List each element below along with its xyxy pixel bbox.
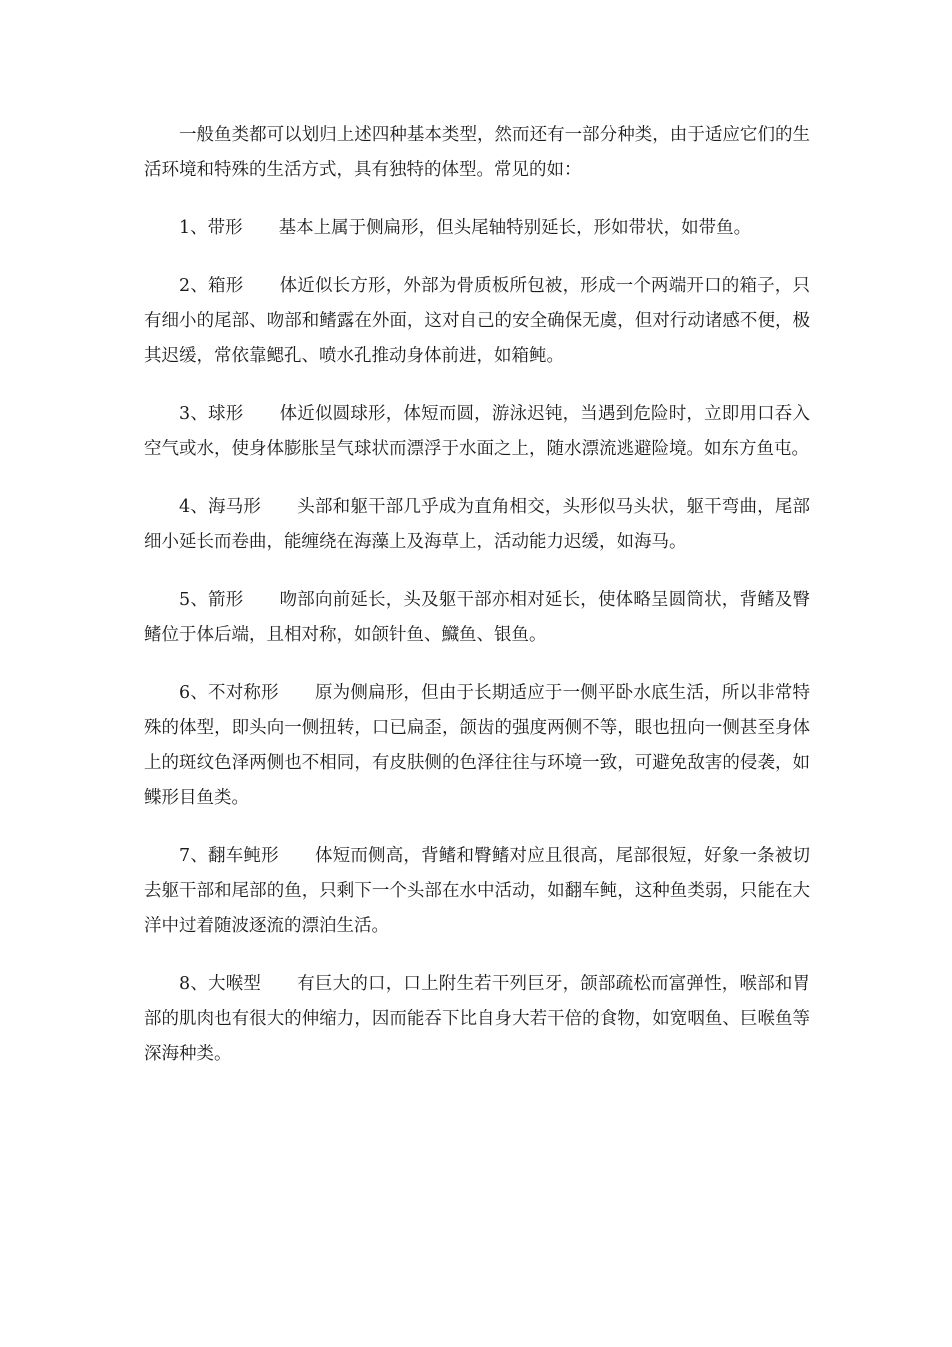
item-paragraph-6 (144, 676, 810, 816)
item-label: 6、不对称形 (179, 683, 279, 703)
item-text: 有巨大的口，口上附生若干列巨牙，颌部疏松而富弹性，喉部和胃部的肌肉也有很大的伸缩力，因而能吞下比自身大若干倍的食物，如宽咽鱼、巨喉鱼等深海种类。 (144, 974, 811, 1064)
item-paragraph-1 (144, 211, 810, 246)
item-label: 5、箭形 (179, 590, 244, 610)
item-label: 4、海马形 (179, 497, 262, 517)
item-text: 体短而侧高，背鳍和臀鳍对应且很高，尾部很短，好象一条被切去躯干部和尾部的鱼，只剩下一个头部在水中活动，如翻车鲀，这种鱼类弱，只能在大洋中过着随波逐流的漂泊生活。 (144, 846, 811, 936)
item-text: 体近似长方形，外部为骨质板所包被，形成一个两端开口的箱子，只有细小的尾部、吻部和鳍露在外面，这对自己的安全确保无虞，但对行动诸感不便，极其迟缓，常依靠鳃孔、喷水孔推动身体前进，如箱鲀。 (144, 276, 810, 366)
item-text: 吻部向前延长，头及躯干部亦相对延长，使体略呈圆筒状，背鳍及臀鳍位于体后端，且相对称，如颌针鱼、鱵鱼、银鱼。 (144, 590, 810, 645)
item-paragraph-5 (144, 583, 810, 653)
intro-paragraph: 一般鱼类都可以划归上述四种基本类型，然而还有一部分种类，由于适应它们的生活环境和特殊的生活方式，具有独特的体型。常见的如： (144, 125, 810, 180)
item-text: 基本上属于侧扁形，但头尾轴特别延长，形如带状，如带鱼。 (278, 218, 752, 238)
item-paragraph-4 (144, 490, 810, 560)
item-text: 头部和躯干部几乎成为直角相交，头形似马头状，躯干弯曲，尾部细小延长而卷曲，能缠绕在海藻上及海草上，活动能力迟缓，如海马。 (144, 497, 811, 552)
item-label: 3、球形 (179, 404, 244, 424)
item-label: 2、箱形 (179, 276, 244, 296)
item-paragraph-8 (144, 967, 810, 1072)
item-label: 7、翻车鲀形 (179, 846, 279, 866)
item-label: 1、带形 (179, 218, 243, 238)
item-paragraph-7 (144, 839, 810, 944)
item-label: 8、大喉型 (179, 974, 262, 994)
item-paragraph-3 (144, 397, 810, 467)
document-body (144, 118, 810, 1095)
item-text: 体近似圆球形，体短而圆，游泳迟钝，当遇到危险时，立即用口吞入空气或水，使身体膨胀呈气球状而漂浮于水面之上，随水漂流逃避险境。如东方鱼屯。 (144, 404, 810, 459)
item-text: 原为侧扁形，但由于长期适应于一侧平卧水底生活，所以非常特殊的体型，即头向一侧扭转，口已扁歪，颌齿的强度两侧不等，眼也扭向一侧甚至身体上的斑纹色泽两侧也不相同，有皮肤侧的色泽往往与环境一致，可避免敌害的侵袭，如鲽形目鱼类。 (144, 683, 811, 808)
item-paragraph-2 (144, 269, 810, 374)
